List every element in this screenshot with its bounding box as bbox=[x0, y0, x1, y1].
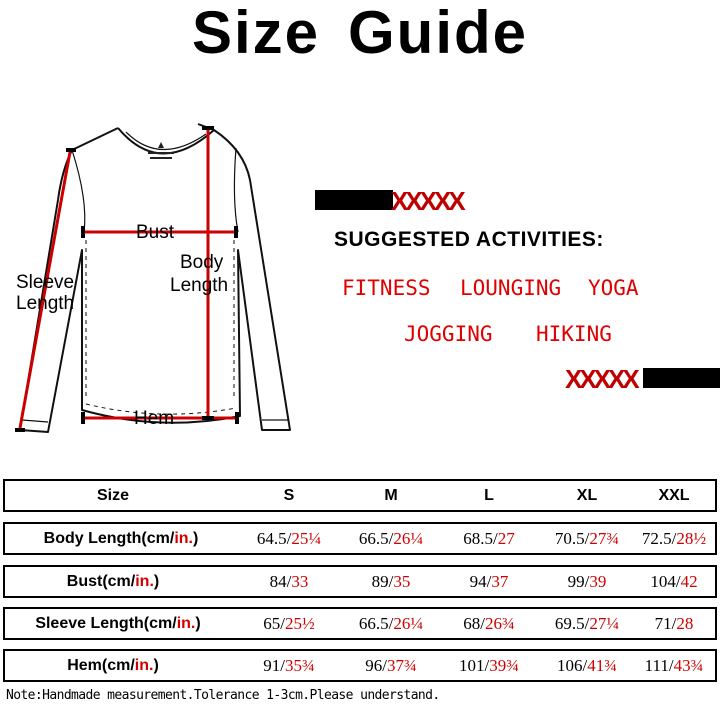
size-m: M bbox=[384, 487, 398, 504]
decor-marks-top: XXXXX bbox=[391, 186, 463, 216]
activity-jogging: JOGGING bbox=[404, 322, 493, 346]
table-cell: 71/28 bbox=[654, 614, 694, 633]
size-l: L bbox=[484, 487, 494, 504]
table-cell: 94/37 bbox=[469, 572, 509, 591]
table-cell: 72.5/28½ bbox=[641, 529, 707, 548]
table-cell: 68.5/27 bbox=[463, 529, 515, 548]
body-length-label-line2: Length bbox=[170, 275, 229, 296]
table-row-bust bbox=[3, 565, 717, 598]
table-cell: 104/42 bbox=[650, 572, 698, 591]
size-header-row bbox=[3, 479, 717, 512]
table-cell: 69.5/27¼ bbox=[554, 614, 620, 633]
body-length-label-line1: Body bbox=[180, 252, 224, 273]
table-row-sleeve-length bbox=[3, 607, 717, 640]
table-row-body-length bbox=[3, 522, 717, 555]
table-cell: 99/39 bbox=[567, 572, 607, 591]
activity-hiking: HIKING bbox=[536, 322, 612, 346]
decor-marks-bottom: XXXXX bbox=[565, 364, 637, 394]
decor-top bbox=[315, 186, 475, 216]
table-cell: 68/26¾ bbox=[463, 614, 515, 633]
activities-heading: SUGGESTED ACTIVITIES: bbox=[334, 228, 604, 251]
table-cell: 89/35 bbox=[371, 572, 411, 591]
table-cell: 96/37¾ bbox=[365, 656, 417, 675]
table-cell: 64.5/25¼ bbox=[256, 529, 322, 548]
row-label: Bust(cm/in.) bbox=[66, 573, 160, 590]
decor-bottom bbox=[565, 364, 720, 394]
table-cell: 66.5/26¼ bbox=[358, 614, 424, 633]
size-s: S bbox=[283, 487, 295, 504]
row-label: Hem(cm/in.) bbox=[67, 657, 159, 674]
title-word-size: Size bbox=[191, 0, 321, 66]
table-cell: 111/43¾ bbox=[644, 656, 704, 675]
size-xl: XL bbox=[576, 487, 598, 504]
table-cell: 70.5/27¾ bbox=[554, 529, 620, 548]
table-cell: 84/33 bbox=[269, 572, 309, 591]
row-label: Sleeve Length(cm/in.) bbox=[35, 615, 201, 632]
bust-label: Bust bbox=[136, 222, 175, 243]
size-header-label: Size bbox=[96, 487, 129, 504]
table-row-hem bbox=[3, 649, 717, 682]
hem-label: Hem bbox=[134, 408, 175, 429]
activity-yoga: YOGA bbox=[588, 276, 639, 300]
page-title bbox=[0, 0, 720, 67]
table-cell: 106/41¾ bbox=[557, 656, 617, 675]
table-cell: 66.5/26¼ bbox=[358, 529, 424, 548]
sleeve-length-label-line1: Sleeve bbox=[16, 272, 75, 293]
row-label: Body Length(cm/in.) bbox=[43, 530, 199, 547]
size-xxl: XXL bbox=[658, 487, 690, 504]
table-cell: 65/25½ bbox=[263, 614, 315, 633]
table-cell: 101/39¾ bbox=[459, 656, 519, 675]
neck-tag bbox=[148, 142, 174, 159]
table-cell: 91/35¾ bbox=[263, 656, 315, 675]
activity-lounging: LOUNGING bbox=[460, 276, 562, 300]
sleeve-length-label-line2: Length bbox=[16, 293, 75, 314]
activity-fitness: FITNESS bbox=[342, 276, 431, 300]
title-word-guide: Guide bbox=[348, 0, 529, 66]
footnote: Note:Handmade measurement.Tolerance 1-3cm.Please understand. bbox=[6, 688, 440, 703]
